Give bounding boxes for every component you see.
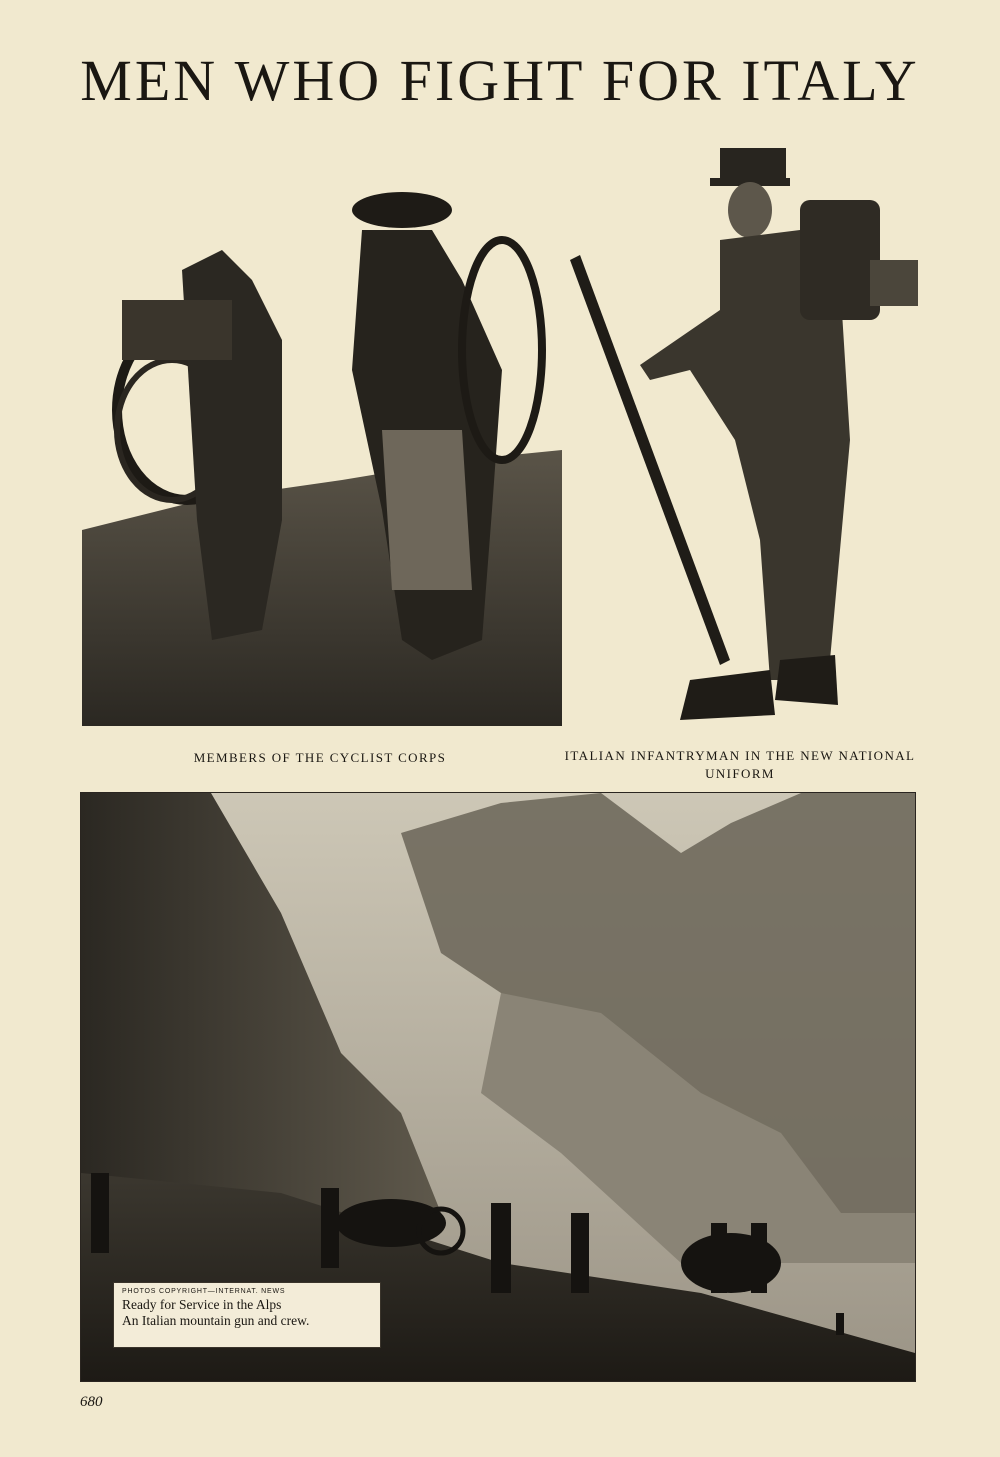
page-title: MEN WHO FIGHT FOR ITALY (80, 48, 920, 113)
infantryman-caption: ITALIAN INFANTRYMAN IN THE NEW NATIONAL UNIFORM (564, 748, 916, 781)
alps-caption-line-2: An Italian mountain gun and crew. (122, 1313, 310, 1328)
alps-photo-caption (113, 1282, 381, 1348)
photo-credit: PHOTOS COPYRIGHT—INTERNAT. NEWS (122, 1288, 286, 1295)
page-number: 680 (80, 1394, 103, 1410)
cyclist-corps-caption: MEMBERS OF THE CYCLIST CORPS (193, 750, 447, 765)
infantryman-photo (570, 140, 930, 730)
alps-caption-line-1: Ready for Service in the Alps (122, 1297, 282, 1312)
cyclist-corps-photo (82, 190, 562, 726)
